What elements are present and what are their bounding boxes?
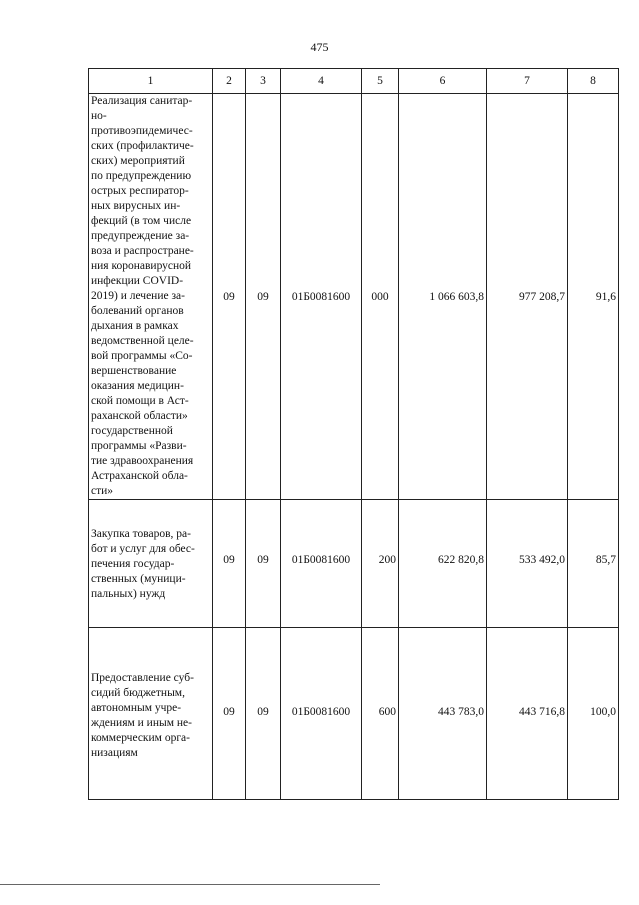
section-cell: 09 xyxy=(213,94,246,500)
header-cell-6: 6 xyxy=(399,69,487,94)
header-cell-3: 3 xyxy=(246,69,281,94)
header-cell-2: 2 xyxy=(213,69,246,94)
percent-cell: 91,6 xyxy=(568,94,619,500)
subsection-cell: 09 xyxy=(246,500,281,628)
section-cell: 09 xyxy=(213,500,246,628)
amount-executed-cell: 443 716,8 xyxy=(487,628,568,800)
target-article-cell: 01Б0081600 xyxy=(281,500,362,628)
amount-planned-cell: 1 066 603,8 xyxy=(399,94,487,500)
header-cell-5: 5 xyxy=(362,69,399,94)
budget-table xyxy=(88,68,619,800)
target-article-cell: 01Б0081600 xyxy=(281,628,362,800)
amount-executed-cell: 977 208,7 xyxy=(487,94,568,500)
amount-planned-cell: 622 820,8 xyxy=(399,500,487,628)
target-article-cell: 01Б0081600 xyxy=(281,94,362,500)
percent-cell: 85,7 xyxy=(568,500,619,628)
table-header-row xyxy=(89,69,619,94)
row-name-cell: Закупка товаров, ра- бот и услуг для обес- печения государ- ственных (муници- пальных) нужд xyxy=(89,500,213,628)
header-cell-1: 1 xyxy=(89,69,213,94)
header-cell-4: 4 xyxy=(281,69,362,94)
expense-type-cell: 000 xyxy=(362,94,399,500)
footer-divider xyxy=(0,884,380,885)
expense-type-cell: 200 xyxy=(362,500,399,628)
percent-cell: 100,0 xyxy=(568,628,619,800)
expense-type-cell: 600 xyxy=(362,628,399,800)
header-cell-8: 8 xyxy=(568,69,619,94)
row-name-cell: Реализация санитар- но- противоэпидемичес- ских (профилактиче- ских) мероприятий по предупреждению острых респиратор- ных вирусных ин- фекций (в том числе предупреждение за- воза и распростране- ния коронавирусной инфекции COVID- 2019) и лечение за- болеваний органов дыхания в рамках ведомственной целе- вой программы «Со- вершенствование оказания медицин- ской помощи в Аст- раханской области» государственной программы «Разви- тие здравоохранения Астраханской обла- сти» xyxy=(89,94,213,500)
table-row xyxy=(89,94,619,500)
section-cell: 09 xyxy=(213,628,246,800)
table-row xyxy=(89,500,619,628)
subsection-cell: 09 xyxy=(246,94,281,500)
row-name-cell: Предоставление суб- сидий бюджетным, автономным учре- ждениям и иным не- коммерческим орга- низациям xyxy=(89,628,213,800)
page-number: 475 xyxy=(310,40,329,54)
table-row xyxy=(89,628,619,800)
amount-planned-cell: 443 783,0 xyxy=(399,628,487,800)
amount-executed-cell: 533 492,0 xyxy=(487,500,568,628)
header-cell-7: 7 xyxy=(487,69,568,94)
subsection-cell: 09 xyxy=(246,628,281,800)
